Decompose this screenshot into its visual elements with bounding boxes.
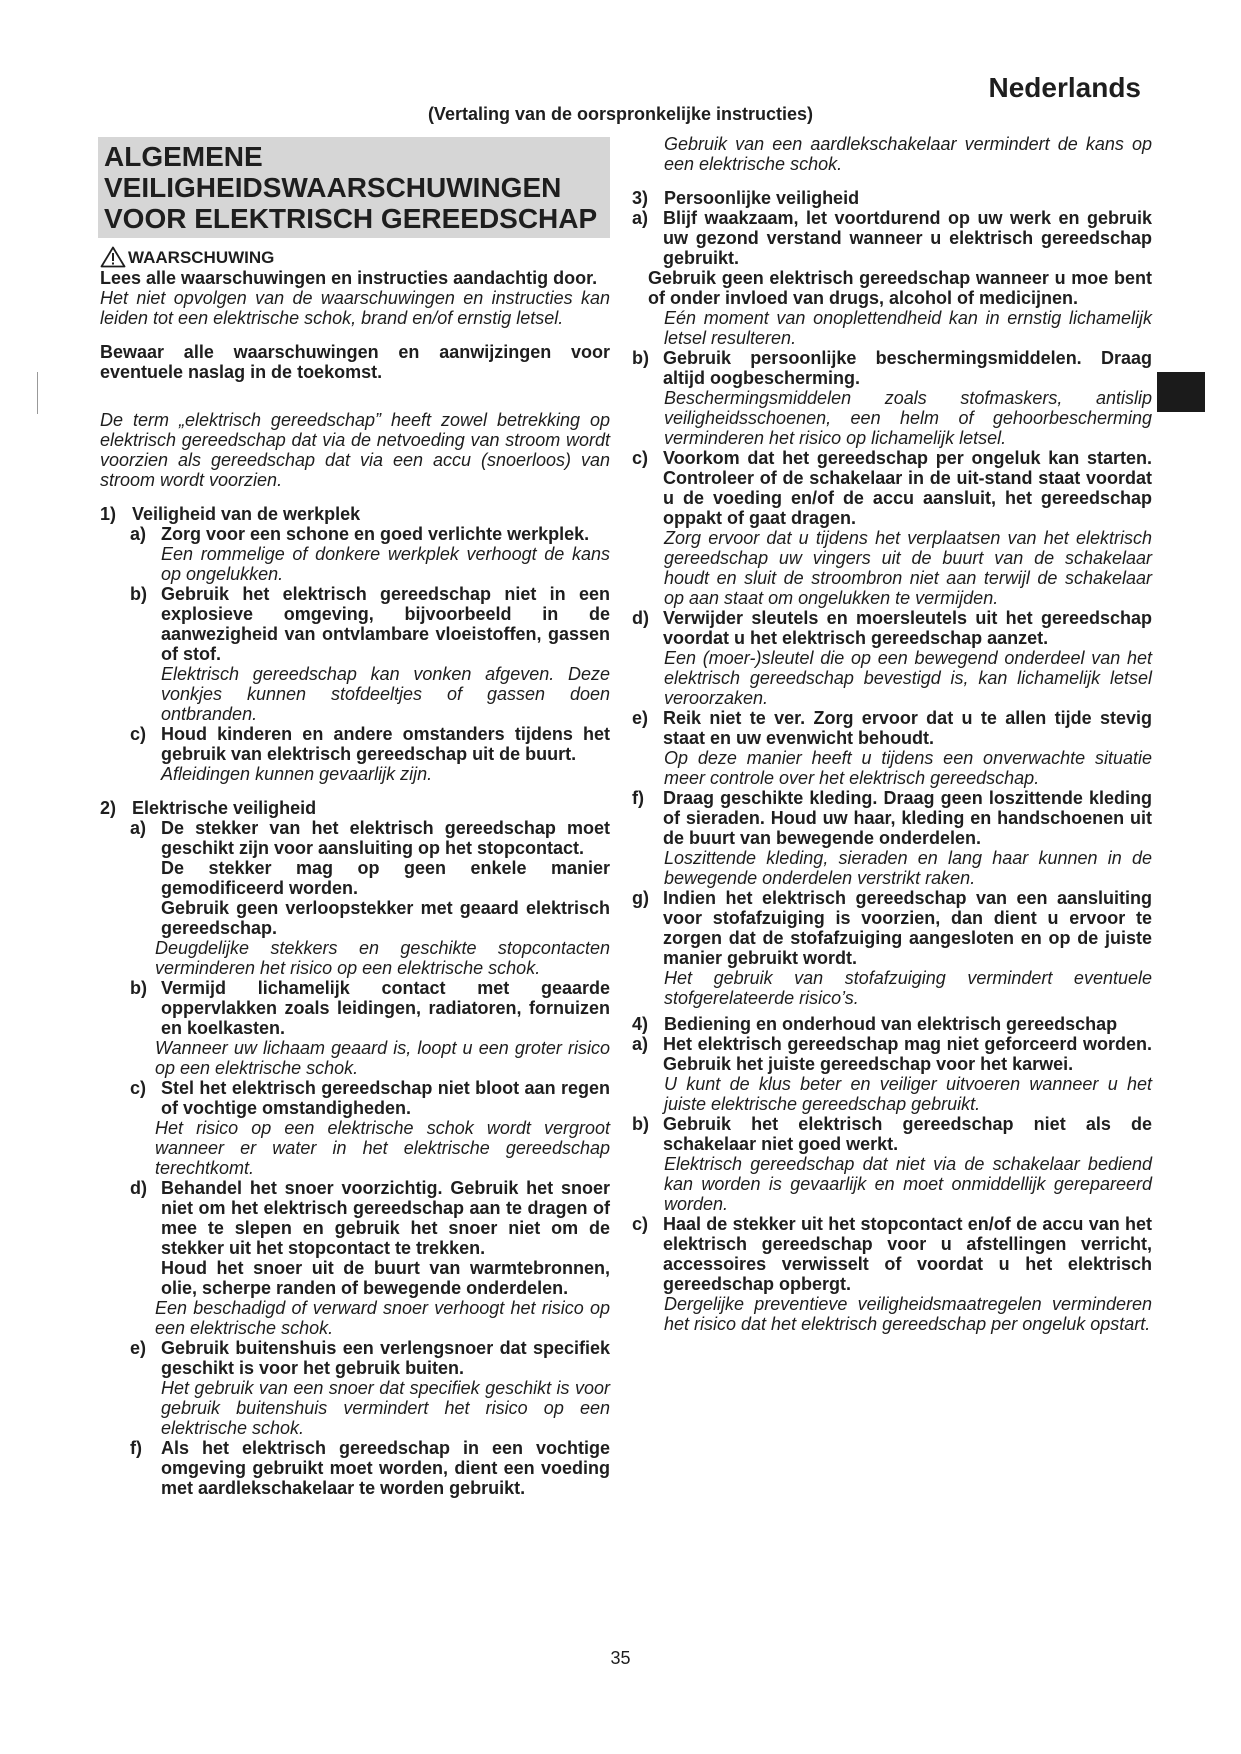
margin-mark — [37, 372, 38, 414]
item-label: a) — [130, 818, 147, 838]
item-3a — [632, 208, 1152, 268]
item-label: b) — [130, 584, 147, 604]
item-label: c) — [130, 724, 147, 744]
item-text: Gebruik het elektrisch gereedschap niet als de schakelaar niet goed werkt. — [663, 1114, 1152, 1154]
item-3d-note: Een (moer-)sleutel die op een bewegend onderdeel van het elektrisch gereedschap bevestigd is, kan lichamelijk letsel veroorzaken. — [664, 648, 1152, 708]
item-text: Indien het elektrisch gereedschap van een aansluiting voor stofafzuiging is voorzien, dan dient u ervoor te zorgen dat de stofafzuiging aangesloten en op de juiste manier gebruikt wordt. — [663, 888, 1152, 968]
item-label: d) — [632, 608, 649, 628]
item-label: b) — [632, 1114, 649, 1134]
item-1a — [130, 524, 610, 544]
item-3c — [632, 448, 1152, 528]
item-3e — [632, 708, 1152, 748]
item-4a-note: U kunt de klus beter en veiliger uitvoeren wanneer u het juiste elektrische gereedschap gebruikt. — [664, 1074, 1152, 1114]
item-2a-note: Deugdelijke stekkers en geschikte stopcontacten verminderen het risico op een elektrische schok. — [155, 938, 610, 978]
item-text: Reik niet te ver. Zorg ervoor dat u te allen tijde stevig staat en uw evenwicht behoudt. — [663, 708, 1152, 748]
item-label: a) — [632, 1034, 649, 1054]
item-1b-note: Elektrisch gereedschap kan vonken afgeven. Deze vonkjes kunnen stofdeeltjes of gassen doen ontbranden. — [161, 664, 610, 724]
item-text: Gebruik persoonlijke beschermingsmiddelen. Draag altijd oogbescherming. — [663, 348, 1152, 388]
item-3a-text-2: Gebruik geen elektrisch gereedschap wanneer u moe bent of onder invloed van drugs, alcohol of medicijnen. — [648, 268, 1152, 308]
section-1-number: 1) — [100, 504, 117, 524]
item-1a-note: Een rommelige of donkere werkplek verhoogt de kans op ongelukken. — [161, 544, 610, 584]
page-number: 35 — [610, 1648, 631, 1668]
item-4c — [632, 1214, 1152, 1294]
section-4-heading — [632, 1014, 1152, 1034]
warning-triangle-icon — [100, 246, 126, 268]
item-3g-note: Het gebruik van stofafzuiging vermindert eventuele stofgerelateerde risico’s. — [664, 968, 1152, 1008]
item-2e — [130, 1338, 610, 1378]
item-2e-note: Het gebruik van een snoer dat specifiek geschikt is voor gebruik buitenshuis vermindert het risico op een elektrische schok. — [161, 1378, 610, 1438]
item-2b-note: Wanneer uw lichaam geaard is, loopt u een groter risico op een elektrische schok. — [155, 1038, 610, 1078]
section-4-number: 4) — [632, 1014, 649, 1034]
item-label: d) — [130, 1178, 147, 1198]
item-label: a) — [632, 208, 649, 228]
left-column — [100, 137, 610, 1498]
item-text: Haal de stekker uit het stopcontact en/of de accu van het elektrisch gereedschap voor u afstellingen verricht, accessoires verwisselt of voordat u het elektrisch gereedschap opbergt. — [663, 1214, 1152, 1294]
section-title-box — [98, 137, 610, 238]
item-label: e) — [130, 1338, 147, 1358]
section-3-title: Persoonlijke veiligheid — [664, 188, 860, 208]
item-label: c) — [632, 448, 649, 468]
item-3c-note: Zorg ervoor dat u tijdens het verplaatsen van het elektrisch gereedschap uw vingers uit de buurt van de schakelaar houdt en sluit de stroombron niet aan terwijl de schakelaar op aan staat om ongelukken te vermijden. — [664, 528, 1152, 608]
item-3g — [632, 888, 1152, 968]
item-text: Gebruik buitenshuis een verlengsnoer dat specifiek geschikt is voor het gebruik buiten. — [161, 1338, 610, 1378]
item-3f-note: Loszittende kleding, sieraden en lang haar kunnen in de bewegende onderdelen verstrikt raken. — [664, 848, 1152, 888]
section-2-number: 2) — [100, 798, 117, 818]
item-2f-note: Gebruik van een aardlekschakelaar vermindert de kans op een elektrische schok. — [664, 134, 1152, 174]
item-label: c) — [130, 1078, 147, 1098]
section-2-heading — [100, 798, 610, 818]
section-1-heading — [100, 504, 610, 524]
right-column — [632, 134, 1152, 1334]
item-2d — [130, 1178, 610, 1258]
item-label: b) — [130, 978, 147, 998]
item-label: e) — [632, 708, 649, 728]
item-text: Zorg voor een schone en goed verlichte werkplek. — [161, 524, 590, 544]
item-2a-text-2: De stekker mag op geen enkele manier gemodificeerd worden. — [161, 858, 610, 898]
item-2a — [130, 818, 610, 858]
item-text: Verwijder sleutels en moersleutels uit het gereedschap voordat u het elektrisch gereedschap aanzet. — [663, 608, 1152, 648]
item-2b — [130, 978, 610, 1038]
item-2f — [130, 1438, 610, 1498]
title-line-3: VOOR ELEKTRISCH GEREEDSCHAP — [104, 203, 598, 234]
item-3b — [632, 348, 1152, 388]
item-text: Gebruik het elektrisch gereedschap niet in een explosieve omgeving, bijvoorbeeld in de aanwezigheid van ontvlambare vloeistoffen, gassen of stof. — [161, 584, 610, 664]
item-text: Als het elektrisch gereedschap in een vochtige omgeving gebruikt moet worden, dient een voeding met aardlekschakelaar te worden gebruikt. — [161, 1438, 610, 1498]
item-2d-text-2: Houd het snoer uit de buurt van warmtebronnen, olie, scherpe randen of bewegende onderdelen. — [161, 1258, 610, 1298]
title-line-2: VEILIGHEIDSWAARSCHUWINGEN — [104, 172, 562, 203]
item-2c-note: Het risico op een elektrische schok wordt vergroot wanneer er water in het elektrische gereedschap terechtkomt. — [155, 1118, 610, 1178]
item-text: Houd kinderen en andere omstanders tijdens het gebruik van elektrisch gereedschap uit de buurt. — [161, 724, 610, 764]
item-text: Stel het elektrisch gereedschap niet bloot aan regen of vochtige omstandigheden. — [161, 1078, 610, 1118]
section-3-heading — [632, 188, 1152, 208]
item-text: Het elektrisch gereedschap mag niet geforceerd worden. Gebruik het juiste gereedschap voor het karwei. — [663, 1034, 1152, 1074]
item-1b — [130, 584, 610, 664]
item-1c-note: Afleidingen kunnen gevaarlijk zijn. — [161, 764, 433, 784]
item-label: c) — [632, 1214, 649, 1234]
item-3a-note: Eén moment van onoplettendheid kan in ernstig lichamelijk letsel resulteren. — [664, 308, 1152, 348]
item-2d-note: Een beschadigd of verward snoer verhoogt het risico op een elektrische schok. — [155, 1298, 610, 1338]
warning-note: Het niet opvolgen van de waarschuwingen en instructies kan leiden tot een elektrische schok, brand en/of ernstig letsel. — [100, 288, 610, 328]
item-label: b) — [632, 348, 649, 368]
item-3b-note: Beschermingsmiddelen zoals stofmaskers, antislip veiligheidsschoenen, een helm of gehoorbescherming verminderen het risico op lichamelijk letsel. — [664, 388, 1152, 448]
warning-keep: Bewaar alle waarschuwingen en aanwijzingen voor eventuele naslag in de toekomst. — [100, 342, 610, 382]
section-1-title: Veiligheid van de werkplek — [132, 504, 361, 524]
warning-lead: Lees alle waarschuwingen en instructies aandachtig door. — [100, 268, 598, 288]
item-label: f) — [632, 788, 644, 808]
warning-term: De term „elektrisch gereedschap” heeft zowel betrekking op elektrisch gereedschap dat via de netvoeding van stroom wordt voorzien als gereedschap dat via een accu (snoerloos) van stroom wordt voorzien. — [100, 410, 610, 490]
item-label: a) — [130, 524, 147, 544]
translation-subtitle: (Vertaling van de oorspronkelijke instructies) — [427, 104, 814, 124]
section-4-title: Bediening en onderhoud van elektrisch gereedschap — [664, 1014, 1118, 1034]
item-text: Vermijd lichamelijk contact met geaarde oppervlakken zoals leidingen, radiatoren, fornuizen en koelkasten. — [161, 978, 610, 1038]
language-tab-marker — [1157, 372, 1205, 412]
item-text: Blijf waakzaam, let voortdurend op uw werk en gebruik uw gezond verstand wanneer u elektrisch gereedschap gebruikt. — [663, 208, 1152, 268]
item-text: Draag geschikte kleding. Draag geen loszittende kleding of sieraden. Houd uw haar, kleding en handschoenen uit de buurt van bewegende onderdelen. — [663, 788, 1152, 848]
warning-heading — [100, 246, 610, 268]
item-2c — [130, 1078, 610, 1118]
section-2-title: Elektrische veiligheid — [132, 798, 317, 818]
language-heading: Nederlands — [988, 72, 1141, 103]
warning-label: WAARSCHUWING — [128, 248, 275, 267]
item-4b — [632, 1114, 1152, 1154]
title-line-1: ALGEMENE — [104, 141, 263, 172]
item-text: Behandel het snoer voorzichtig. Gebruik het snoer niet om het elektrisch gereedschap aan te dragen of mee te slepen en gebruik het snoer niet om de stekker uit het stopcontact te trekken. — [161, 1178, 610, 1258]
item-3e-note: Op deze manier heeft u tijdens een onverwachte situatie meer controle over het elektrisch gereedschap. — [664, 748, 1152, 788]
item-text: De stekker van het elektrisch gereedschap moet geschikt zijn voor aansluiting op het stopcontact. — [161, 818, 610, 858]
item-1c — [130, 724, 610, 764]
item-2a-text-3: Gebruik geen verloopstekker met geaard elektrisch gereedschap. — [161, 898, 610, 938]
item-label: g) — [632, 888, 649, 908]
item-text: Voorkom dat het gereedschap per ongeluk kan starten. Controleer of de schakelaar in de uit-stand staat voordat u de voeding en/of de accu aansluit, het gereedschap oppakt of gaat dragen. — [663, 448, 1152, 528]
section-3-number: 3) — [632, 188, 649, 208]
item-3d — [632, 608, 1152, 648]
item-3f — [632, 788, 1152, 848]
item-label: f) — [130, 1438, 142, 1458]
item-4c-note: Dergelijke preventieve veiligheidsmaatregelen verminderen het risico dat het elektrisch gereedschap per ongeluk opstart. — [664, 1294, 1152, 1334]
item-4b-note: Elektrisch gereedschap dat niet via de schakelaar bediend kan worden is gevaarlijk en moet onmiddellijk gerepareerd worden. — [664, 1154, 1152, 1214]
item-4a — [632, 1034, 1152, 1074]
